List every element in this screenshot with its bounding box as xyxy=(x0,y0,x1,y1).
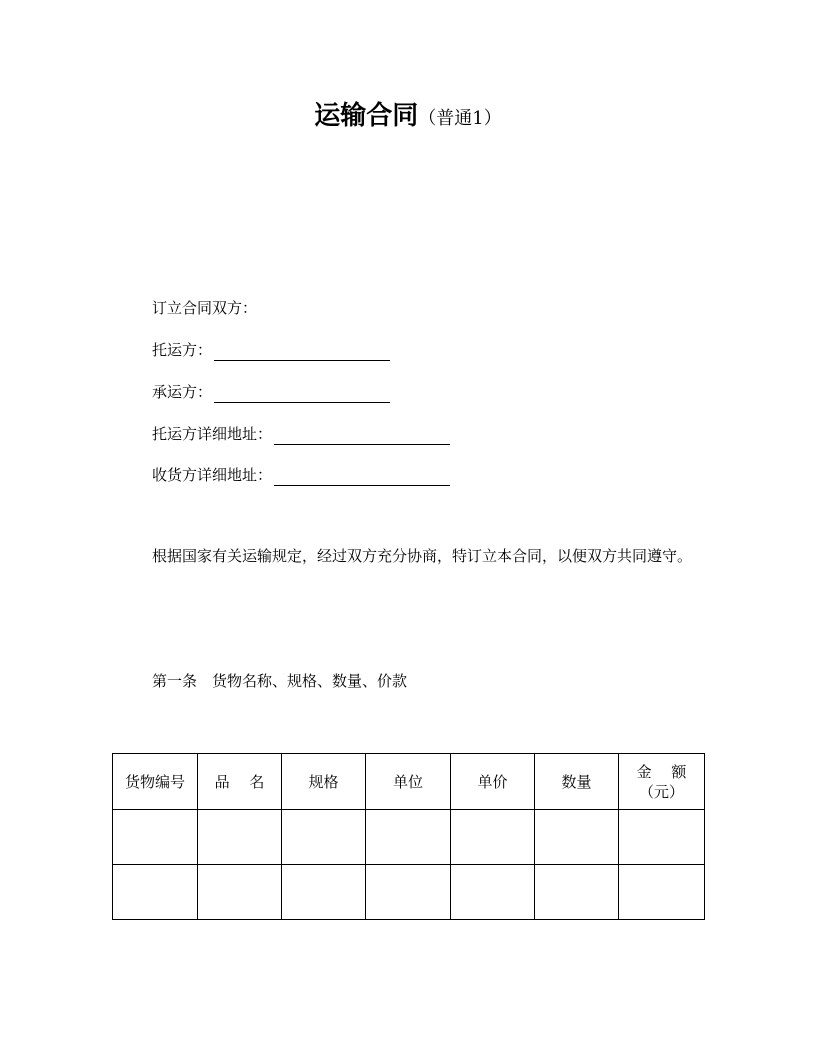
table-cell[interactable] xyxy=(619,810,705,865)
table-cell[interactable] xyxy=(113,865,198,920)
table-cell[interactable] xyxy=(282,865,366,920)
table-cell[interactable] xyxy=(198,810,282,865)
table-cell[interactable] xyxy=(535,810,619,865)
title-main: 运输合同 xyxy=(314,101,419,131)
shipper-address-line xyxy=(152,423,450,445)
shipper-address-blank-field[interactable] xyxy=(274,426,450,445)
table-cell[interactable] xyxy=(451,865,535,920)
document-title xyxy=(0,96,816,139)
header-amount-label: 金 额 xyxy=(636,762,687,781)
carrier-line xyxy=(152,381,390,403)
article1-heading: 第一条 货物名称、规格、数量、价款 xyxy=(152,672,408,690)
carrier-label: 承运方： xyxy=(152,383,213,401)
header-quantity: 数量 xyxy=(535,754,619,810)
header-spec: 规格 xyxy=(282,754,366,810)
header-amount xyxy=(619,754,705,810)
shipper-blank-field[interactable] xyxy=(214,342,390,361)
table-row xyxy=(113,865,705,920)
table-cell[interactable] xyxy=(619,865,705,920)
header-unit-price: 单价 xyxy=(451,754,535,810)
header-goods-name: 品 名 xyxy=(198,754,282,810)
shipper-address-label: 托运方详细地址： xyxy=(152,425,273,443)
consignee-address-blank-field[interactable] xyxy=(274,467,450,486)
carrier-blank-field[interactable] xyxy=(214,384,390,403)
table-cell[interactable] xyxy=(366,810,451,865)
title-sub: （普通1） xyxy=(418,108,502,129)
table-cell[interactable] xyxy=(198,865,282,920)
table-cell[interactable] xyxy=(282,810,366,865)
table-row xyxy=(113,810,705,865)
table-cell[interactable] xyxy=(451,810,535,865)
header-amount-unit: （元） xyxy=(638,782,684,801)
parties-heading: 订立合同双方： xyxy=(152,299,258,317)
intro-paragraph xyxy=(120,534,700,578)
table-cell[interactable] xyxy=(535,865,619,920)
consignee-address-label: 收货方详细地址： xyxy=(152,466,273,484)
shipper-label: 托运方： xyxy=(152,341,213,359)
table-cell[interactable] xyxy=(113,810,198,865)
header-goods-no: 货物编号 xyxy=(113,754,198,810)
shipper-line xyxy=(152,339,390,361)
table-header-row xyxy=(113,754,705,810)
table-cell[interactable] xyxy=(366,865,451,920)
header-unit: 单位 xyxy=(366,754,451,810)
goods-table xyxy=(112,753,705,920)
consignee-address-line xyxy=(152,464,450,486)
intro-text: 根据国家有关运输规定，经过双方充分协商，特订立本合同，以便双方共同遵守。 xyxy=(152,547,693,565)
